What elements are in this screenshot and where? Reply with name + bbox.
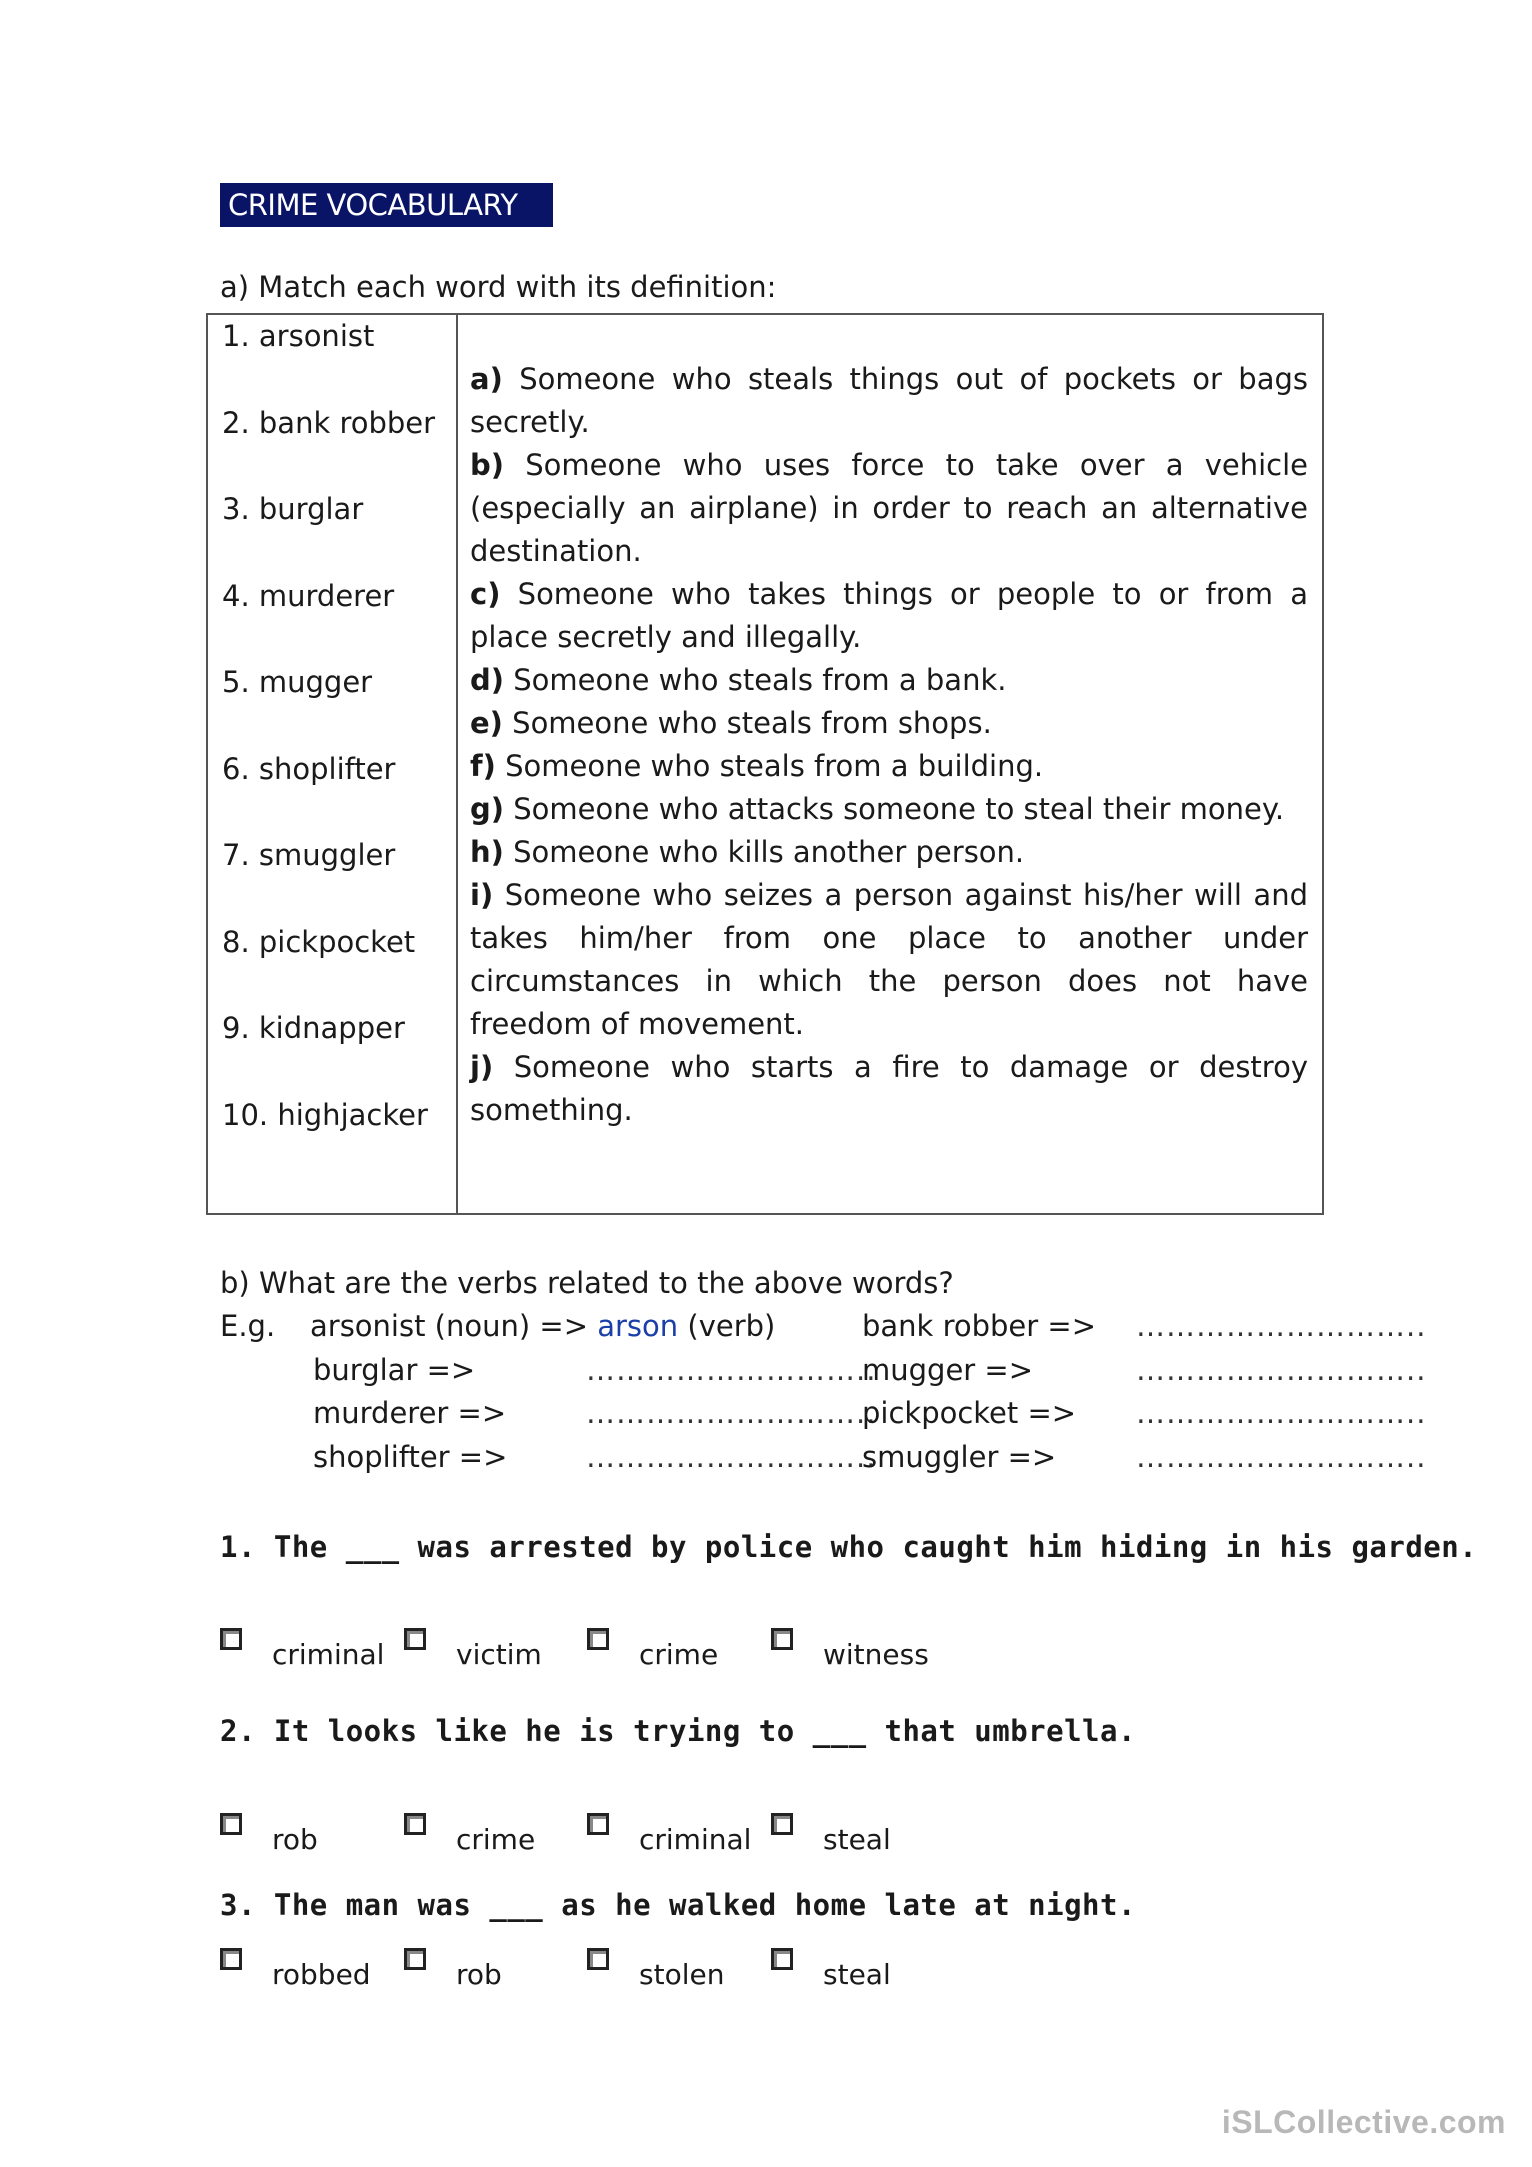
checkbox-icon[interactable] [220, 1948, 242, 1970]
definition-text: Someone who steals from a building. [505, 749, 1044, 783]
question-3-options [220, 1948, 1320, 1992]
word-item: 1. arsonist [222, 319, 375, 353]
verb-prompt: shoplifter => [313, 1439, 508, 1474]
definition-letter: h) [470, 835, 504, 869]
option-label: rob [456, 1958, 502, 1991]
checkbox-icon[interactable] [587, 1948, 609, 1970]
option-label: criminal [272, 1638, 385, 1671]
verb-row [220, 1305, 1427, 1349]
answer-blank[interactable]: ……………………….. [586, 1352, 877, 1387]
definition-item [470, 788, 1308, 831]
option-label: witness [823, 1638, 929, 1671]
word-item: 6. shoplifter [222, 751, 396, 786]
option-label: rob [272, 1823, 318, 1856]
example-label: E.g. [220, 1309, 276, 1343]
option-label: criminal [639, 1823, 752, 1856]
definition-item [470, 573, 1308, 659]
example-before: arsonist (noun) => [310, 1309, 589, 1343]
definition-letter: i) [470, 878, 494, 912]
verb-prompt: pickpocket => [862, 1396, 1077, 1430]
definition-letter: j) [470, 1050, 494, 1084]
option-label: robbed [272, 1958, 371, 1991]
definition-letter: a) [470, 362, 503, 396]
word-item: 10. highjacker [222, 1097, 428, 1132]
definition-text: Someone who uses force to take over a vehicle (especially an airplane) in order to reach an alternative destination. [470, 448, 1309, 568]
verbs-section [220, 1262, 1427, 1479]
verb-row [220, 1392, 1427, 1436]
part-b-question: b) What are the verbs related to the above words? [220, 1266, 954, 1300]
checkbox-icon[interactable] [771, 1628, 793, 1650]
question-1: 1. The ___ was arrested by police who caught him hiding in his garden. [220, 1530, 1478, 1564]
answer-blank[interactable]: ……………………….. [1136, 1396, 1427, 1430]
definition-text: Someone who steals from a bank. [513, 663, 1007, 697]
definition-text: Someone who steals things out of pockets or bags secretly. [470, 362, 1308, 439]
definition-text: Someone who starts a fire to damage or destroy something. [470, 1050, 1308, 1127]
word-item: 9. kidnapper [222, 1011, 405, 1045]
option-label: crime [639, 1638, 719, 1671]
word-item: 8. pickpocket [222, 924, 416, 959]
checkbox-icon[interactable] [404, 1628, 426, 1650]
watermark: iSLCollective.com [1221, 2104, 1506, 2140]
part-a-instruction: a) Match each word with its definition: [220, 270, 777, 304]
definition-text: Someone who kills another person. [513, 835, 1025, 869]
definition-item [470, 745, 1308, 788]
checkbox-icon[interactable] [771, 1813, 793, 1835]
definition-item [470, 1046, 1308, 1132]
definition-item [470, 659, 1308, 702]
definition-text: Someone who takes things or people to or from a place secretly and illegally. [470, 577, 1309, 654]
definition-item [470, 831, 1308, 874]
definition-letter: e) [470, 706, 503, 740]
verb-row [220, 1436, 1427, 1480]
definition-text: Someone who attacks someone to steal their money. [513, 792, 1285, 826]
question-3: 3. The man was ___ as he walked home late at night. [220, 1888, 1136, 1922]
checkbox-icon[interactable] [220, 1813, 242, 1835]
answer-blank[interactable]: ……………………….. [1136, 1439, 1427, 1474]
option-label: victim [456, 1638, 542, 1671]
answer-blank[interactable]: ……………………….. [586, 1439, 877, 1474]
question-2-options [220, 1813, 1320, 1857]
verb-prompt: smuggler => [862, 1439, 1057, 1474]
word-column [207, 314, 457, 1214]
definition-letter: c) [470, 577, 501, 611]
checkbox-icon[interactable] [404, 1813, 426, 1835]
checkbox-icon[interactable] [404, 1948, 426, 1970]
checkbox-icon[interactable] [220, 1628, 242, 1650]
answer-blank[interactable]: ……………………….. [586, 1396, 877, 1430]
question-1-options [220, 1628, 1320, 1672]
page-title: CRIME VOCABULARY [220, 183, 553, 227]
matching-table [206, 313, 1324, 1215]
option-label: crime [456, 1823, 536, 1856]
option-label: steal [823, 1958, 891, 1991]
definition-letter: g) [470, 792, 505, 826]
definition-item [470, 444, 1308, 573]
definition-letter: d) [470, 663, 505, 697]
word-item: 4. murderer [222, 578, 395, 613]
definition-text: Someone who seizes a person against his/her will and takes him/her from one place to another under circumstances in which the person does not have freedom of movement. [470, 878, 1308, 1041]
option-label: stolen [639, 1958, 725, 1991]
answer-blank[interactable]: ……………………….. [1136, 1309, 1427, 1343]
verb-row [220, 1349, 1427, 1393]
verb-prompt: burglar => [313, 1352, 476, 1387]
verb-prompt: murderer => [313, 1396, 507, 1430]
answer-blank[interactable]: ……………………….. [1136, 1352, 1427, 1387]
definition-item [470, 874, 1308, 1046]
question-2: 2. It looks like he is trying to ___ that umbrella. [220, 1714, 1136, 1748]
definition-column [457, 314, 1323, 1214]
definition-item [470, 358, 1308, 444]
word-item: 5. mugger [222, 665, 373, 699]
verb-prompt: bank robber => [862, 1309, 1096, 1343]
word-item: 7. smuggler [222, 838, 396, 872]
word-item: 2. bank robber [222, 405, 436, 440]
definition-item [470, 702, 1308, 745]
definition-text: Someone who steals from shops. [512, 706, 992, 740]
verb-prompt: mugger => [862, 1352, 1034, 1387]
checkbox-icon[interactable] [771, 1948, 793, 1970]
word-item: 3. burglar [222, 492, 364, 526]
checkbox-icon[interactable] [587, 1628, 609, 1650]
definition-letter: f) [470, 749, 496, 783]
checkbox-icon[interactable] [587, 1813, 609, 1835]
definition-letter: b) [470, 448, 505, 482]
example-answer: arson [597, 1309, 679, 1343]
example-phrase [310, 1305, 775, 1348]
example-after: (verb) [687, 1309, 776, 1343]
option-label: steal [823, 1823, 891, 1856]
